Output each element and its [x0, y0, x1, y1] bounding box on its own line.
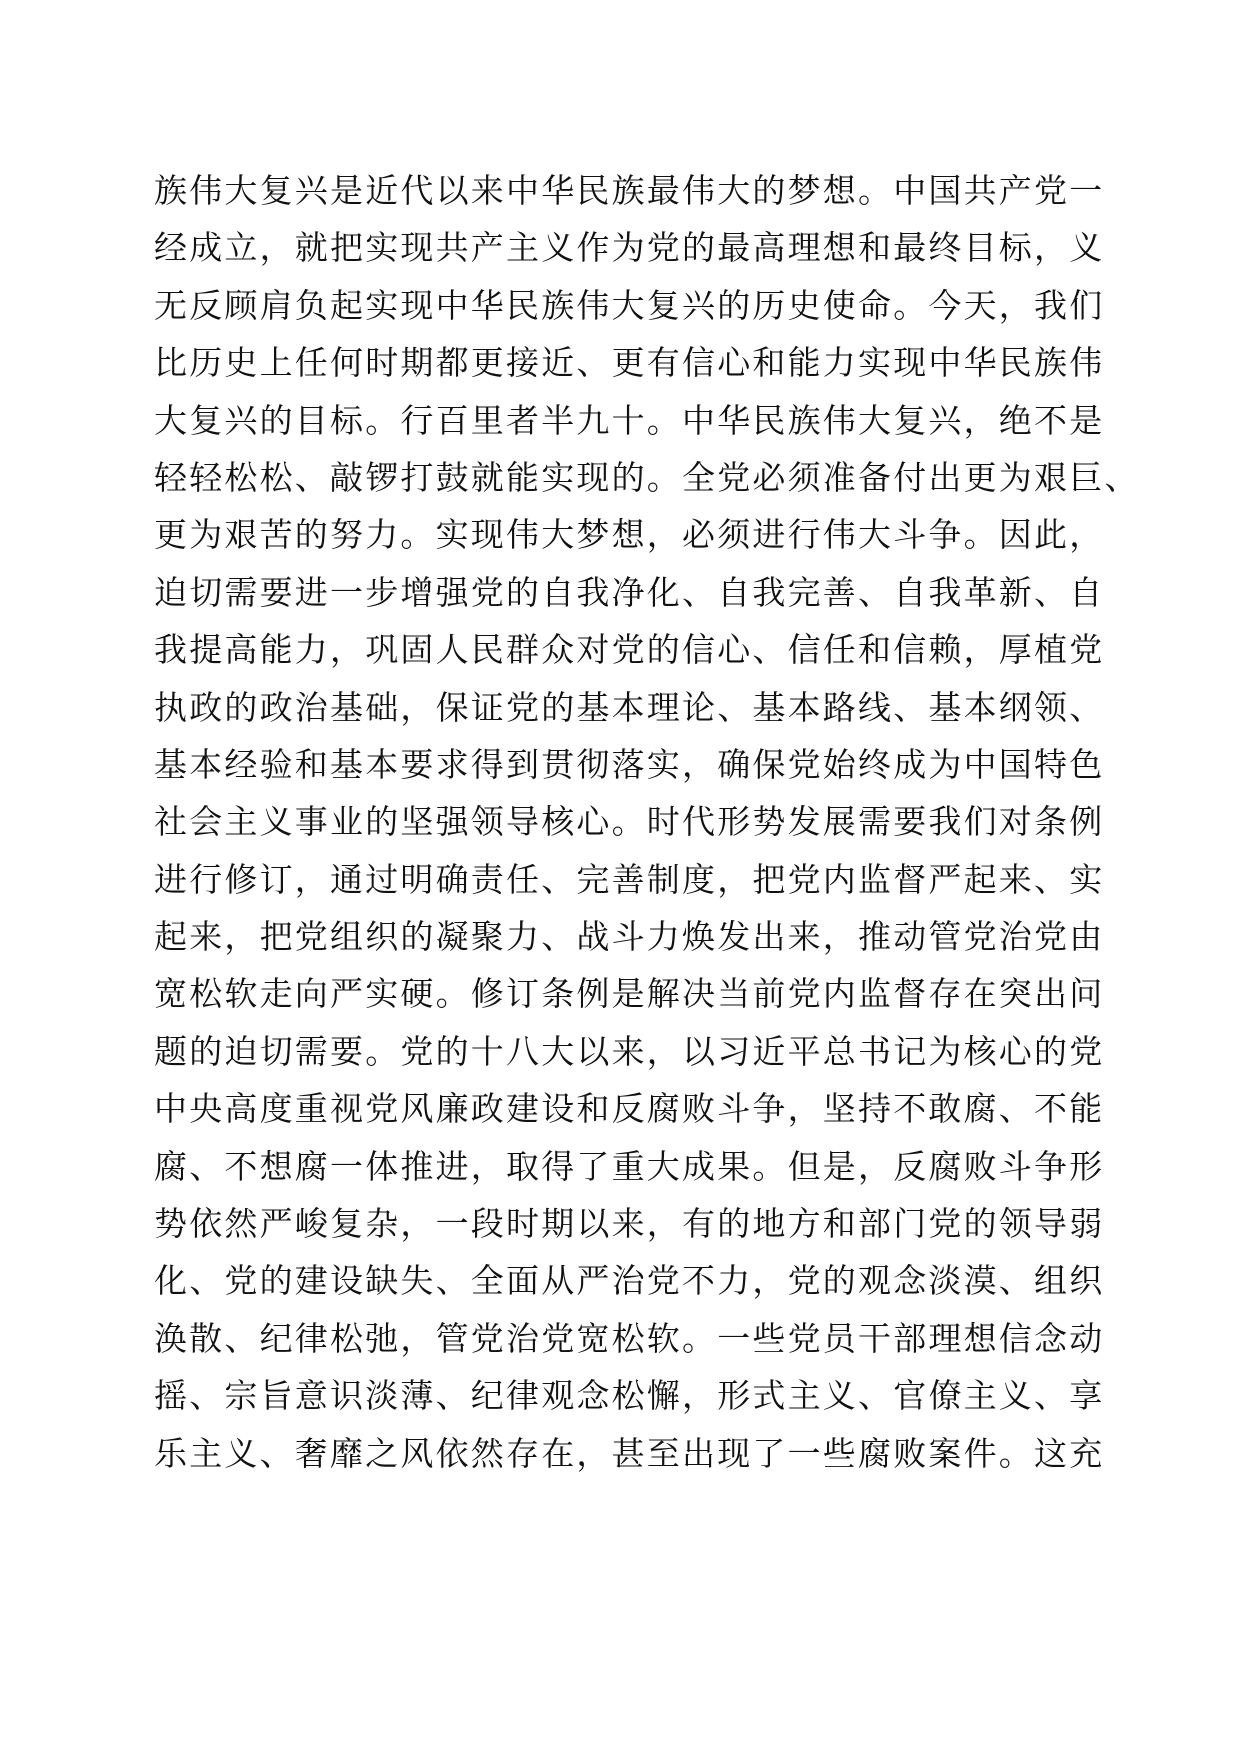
text-line: 我提高能力，巩固人民群众对党的信心、信任和信赖，厚植党 [154, 630, 1105, 670]
text-line: 基本经验和基本要求得到贯彻落实，确保党始终成为中国特色 [154, 744, 1105, 784]
text-line: 大复兴的目标。行百里者半九十。中华民族伟大复兴，绝不是 [154, 400, 1105, 440]
text-line: 中央高度重视党风廉政建设和反腐败斗争，坚持不敢腐、不能 [154, 1089, 1105, 1129]
text-line: 族伟大复兴是近代以来中华民族最伟大的梦想。中国共产党一 [154, 171, 1105, 210]
text-line: 宽松软走向严实硬。修订条例是解决当前党内监督存在突出问 [154, 974, 1105, 1014]
text-line: 摇、宗旨意识淡薄、纪律观念松懈，形式主义、官僚主义、享 [154, 1376, 1105, 1416]
text-line: 经成立，就把实现共产主义作为党的最高理想和最终目标，义 [154, 228, 1105, 268]
text-line: 更为艰苦的努力。实现伟大梦想，必须进行伟大斗争。因此， [154, 515, 1105, 555]
text-line: 腐、不想腐一体推进，取得了重大成果。但是，反腐败斗争形 [154, 1146, 1105, 1186]
text-line: 社会主义事业的坚强领导核心。时代形势发展需要我们对条例 [154, 802, 1105, 842]
text-line: 比历史上任何时期都更接近、更有信心和能力实现中华民族伟 [154, 343, 1105, 383]
text-line: 起来，把党组织的凝聚力、战斗力焕发出来，推动管党治党由 [154, 917, 1105, 957]
text-line: 轻轻松松、敲锣打鼓就能实现的。全党必须准备付出更为艰巨、 [154, 457, 1140, 497]
body-paragraph [154, 162, 1140, 1482]
text-line: 涣散、纪律松弛，管党治党宽松软。一些党员干部理想信念动 [154, 1318, 1105, 1358]
text-line: 进行修订，通过明确责任、完善制度，把党内监督严起来、实 [154, 859, 1105, 899]
text-line: 无反顾肩负起实现中华民族伟大复兴的历史使命。今天，我们 [154, 285, 1105, 325]
text-line: 势依然严峻复杂，一段时期以来，有的地方和部门党的领导弱 [154, 1204, 1105, 1244]
text-line: 迫切需要进一步增强党的自我净化、自我完善、自我革新、自 [154, 572, 1105, 612]
text-line: 题的迫切需要。党的十八大以来，以习近平总书记为核心的党 [154, 1031, 1105, 1071]
text-line: 执政的政治基础，保证党的基本理论、基本路线、基本纲领、 [154, 687, 1105, 727]
text-line: 化、党的建设缺失、全面从严治党不力，党的观念淡漠、组织 [154, 1261, 1105, 1301]
text-line: 乐主义、奢靡之风依然存在，甚至出现了一些腐败案件。这充 [154, 1433, 1105, 1473]
